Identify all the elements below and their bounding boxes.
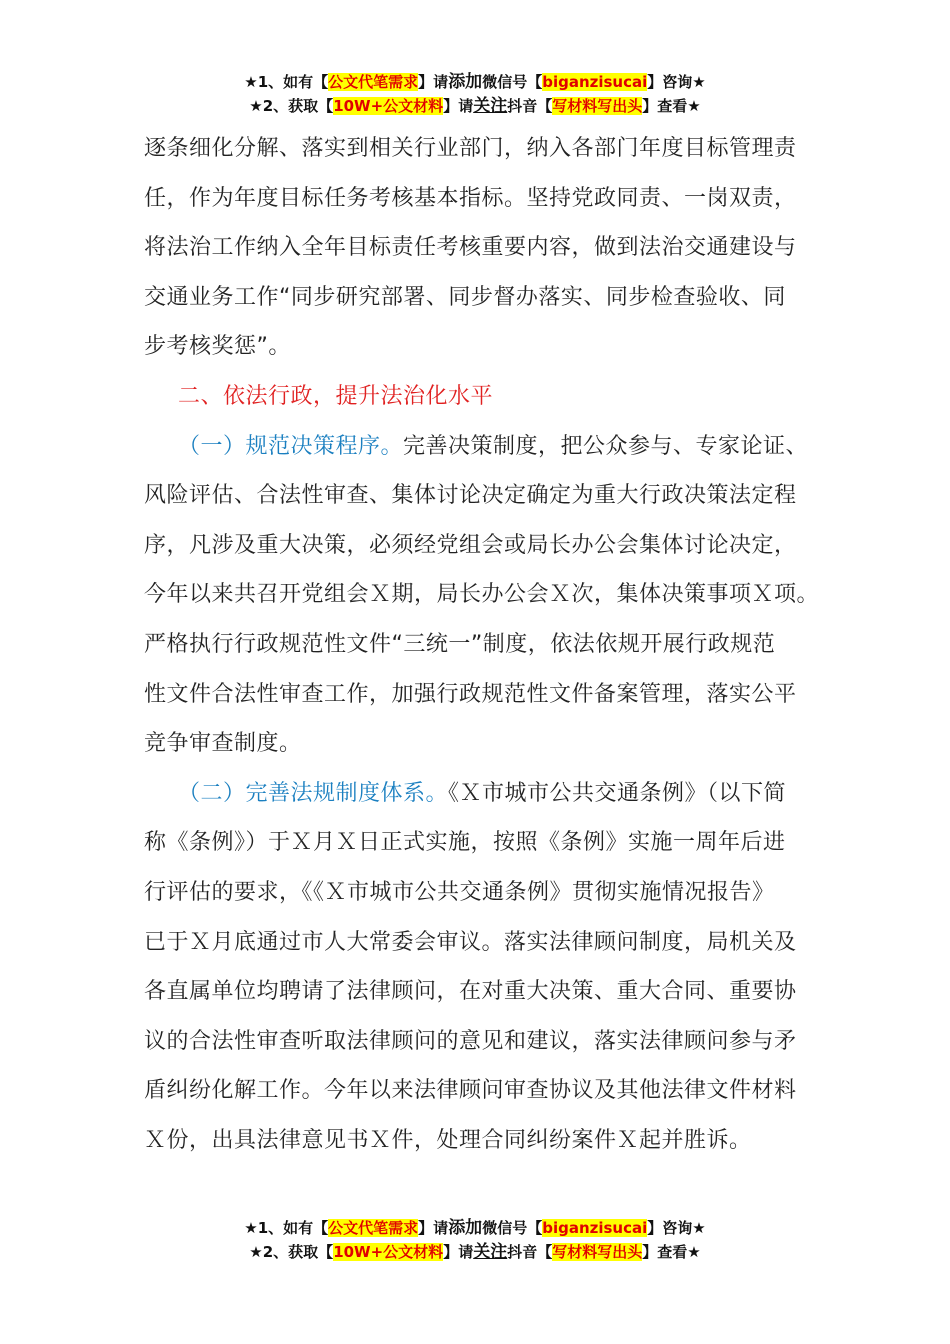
text-line: 盾纠纷化解工作。今年以来法律顾问审查协议及其他法律文件材料 [144,1078,797,1104]
text-line: 议的合法性审查听取法律顾问的意见和建议，落实法律顾问参与矛 [144,1028,797,1054]
subsection-title: （一）规范决策程序。 [178,433,404,459]
text-line: 将法治工作纳入全年目标责任考核重要内容，做到法治交通建设与 [144,235,797,261]
text-line: 步考核奖惩”。 [144,334,291,360]
text-line: 行评估的要求，《《Ｘ市城市公共交通条例》贯彻实施情况报告》 [144,879,775,905]
text-line: 序，凡涉及重大决策，必须经党组会或局长办公会集体讨论决定， [144,532,797,558]
paragraph-decision-procedure [144,422,820,769]
text-line: （一）规范决策程序。完善决策制度，把公众参与、专家论证、 [178,433,809,459]
section-heading: 二、依法行政，提升法治化水平 [178,383,494,409]
paragraph-intro [144,124,814,372]
text-line: 交通业务工作“同步研究部署、同步督办落实、同步检查验收、同 [144,284,786,310]
paragraph-regulation-system [144,769,814,1166]
text-line: 各直属单位均聘请了法律顾问，在对重大决策、重大合同、重要协 [144,979,797,1005]
text-line: 任，作为年度目标任务考核基本指标。坚持党政同责、一岗双责， [144,185,797,211]
text-line: 已于Ｘ月底通过市人大常委会审议。落实法律顾问制度，局机关及 [144,929,797,955]
banner-line-1: ★1、如有【公文代笔需求】请添加微信号【biganzisucai】咨询★ [244,1218,706,1238]
highlight-douyin-account: 写材料写出头 [552,1243,643,1261]
highlight-service: 公文代笔需求 [328,73,419,91]
text-line: 称《条例》）于Ｘ月Ｘ日正式实施，按照《条例》实施一周年后进 [144,830,786,856]
banner-line-2: ★2、获取【10W+公文材料】请关注抖音【写材料写出头】查看★ [249,1242,701,1262]
text-line: 逐条细化分解、落实到相关行业部门，纳入各部门年度目标管理责 [144,136,797,161]
text-line: （二）完善法规制度体系。《Ｘ市城市公共交通条例》（以下简 [178,780,787,806]
text-line: Ｘ份，出具法律意见书Ｘ件，处理合同纠纷案件Ｘ起并胜诉。 [144,1127,752,1153]
highlight-materials: 10W+公文材料 [333,97,444,115]
highlight-wechat-id: biganzisucai [542,73,648,91]
text-line: 今年以来共召开党组会Ｘ期，局长办公会Ｘ次，集体决策事项Ｘ项。 [144,582,820,608]
highlight-wechat-id: biganzisucai [542,1219,648,1237]
document-body [144,124,820,1165]
subsection-title: （二）完善法规制度体系。 [178,780,449,806]
highlight-materials: 10W+公文材料 [333,1243,444,1261]
promo-banner-top [0,70,950,118]
highlight-service: 公文代笔需求 [328,1219,419,1237]
text-line: 竞争审查制度。 [144,731,302,757]
banner-line-2: ★2、获取【10W+公文材料】请关注抖音【写材料写出头】查看★ [249,96,701,116]
text-line: 性文件合法性审查工作，加强行政规范性文件备案管理，落实公平 [144,681,797,707]
text-line: 严格执行行政规范性文件“三统一”制度，依法依规开展行政规范 [144,631,776,657]
highlight-douyin-account: 写材料写出头 [552,97,643,115]
banner-line-1: ★1、如有【公文代笔需求】请添加微信号【biganzisucai】咨询★ [244,72,706,92]
promo-banner-bottom [0,1216,950,1264]
text-line: 风险评估、合法性审查、集体讨论决定确定为重大行政决策法定程 [144,483,797,509]
